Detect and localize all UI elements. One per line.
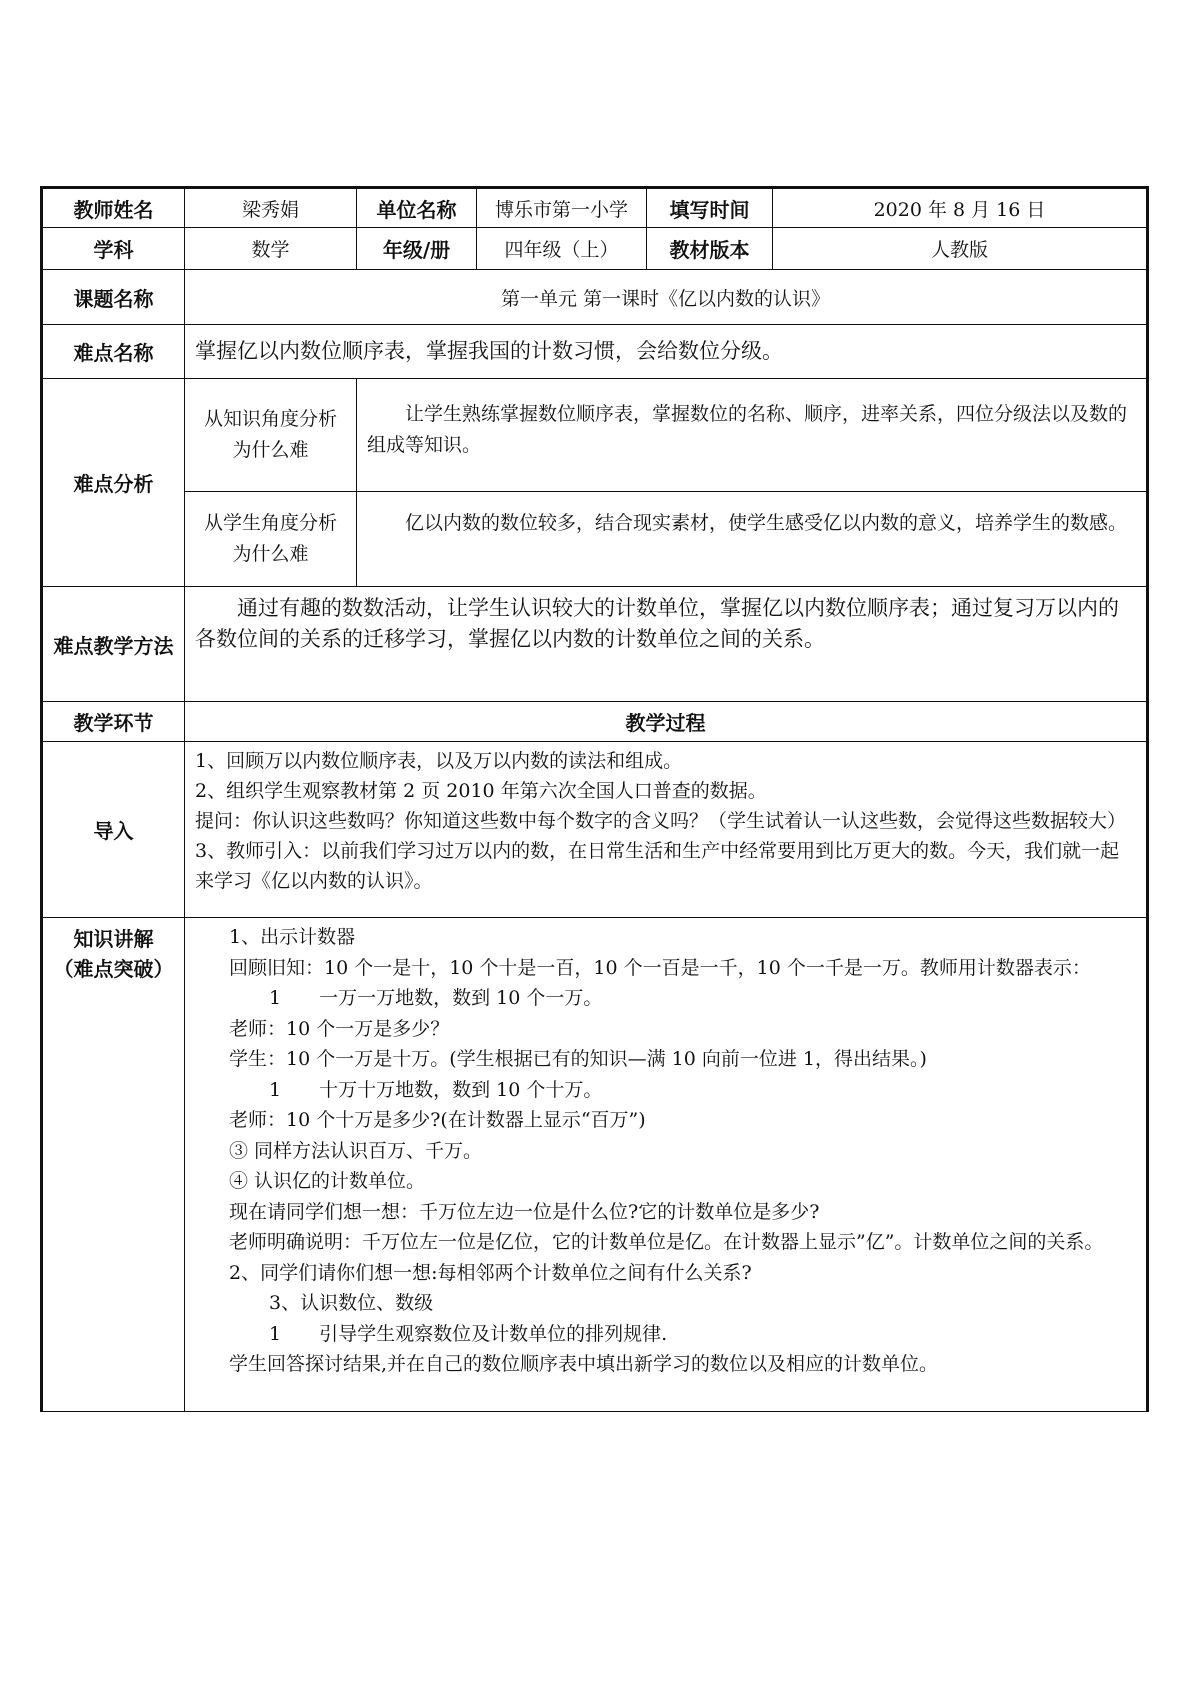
unit-name-value: 博乐市第一小学 [477, 188, 647, 228]
info-row-2 [42, 228, 1148, 270]
difficulty-value: 掌握亿以内数位顺序表，掌握我国的计数习惯，会给数位分级。 [185, 325, 1148, 379]
subject-value: 数学 [185, 228, 357, 270]
knowledge-line: 学生：10 个一万是十万。(学生根据已有的知识—满 10 向前一位进 1，得出结果。) [229, 1048, 927, 1070]
knowledge-angle-label-line-2: 为什么难 [232, 439, 309, 461]
topic-value: 第一单元 第一课时《亿以内数的认识》 [185, 270, 1148, 325]
knowledge-line: 老师：10 个十万是多少?(在计数器上显示“百万”) [229, 1109, 646, 1131]
intro-line: 2、组织学生观察教材第 2 页 2010 年第六次全国人口普查的数据。 [195, 780, 767, 802]
edition-value: 人教版 [773, 228, 1148, 270]
knowledge-angle-label [185, 379, 357, 492]
info-row-1 [42, 188, 1148, 228]
difficulty-label: 难点名称 [42, 325, 185, 379]
intro-row [42, 742, 1148, 918]
process-header-row [42, 702, 1148, 742]
teacher-name-label: 教师姓名 [42, 188, 185, 228]
knowledge-line: 老师：10 个一万是多少？ [229, 1017, 450, 1040]
method-text: 通过有趣的数数活动，让学生认识较大的计数单位，掌握亿以内数位顺序表；通过复习万以内的各数位间的关系的迁移学习，掌握亿以内数的计数单位之间的关系。 [185, 587, 1148, 702]
topic-row [42, 270, 1148, 325]
teacher-name-value: 梁秀娟 [185, 188, 357, 228]
unit-name-label: 单位名称 [357, 188, 477, 228]
knowledge-label-line-2: （难点突破） [53, 957, 174, 981]
student-angle-label [185, 492, 357, 587]
intro-line: 1、回顾万以内数位顺序表，以及万以内数的读法和组成。 [195, 750, 683, 772]
student-angle-label-line-1: 从学生角度分析 [203, 512, 337, 534]
analysis-row-knowledge [42, 379, 1148, 492]
knowledge-line: 1 十万十万地数，数到 10 个十万。 [269, 1078, 603, 1101]
process-label: 教学过程 [185, 702, 1148, 742]
analysis-row-student [42, 492, 1148, 587]
fill-time-value: 2020 年 8 月 16 日 [773, 188, 1148, 228]
process-step-label: 教学环节 [42, 702, 185, 742]
grade-value: 四年级（上） [477, 228, 647, 270]
knowledge-line: ③ 同样方法认识百万、千万。 [229, 1139, 483, 1162]
knowledge-line: 1 一万一万地数，数到 10 个一万。 [269, 987, 603, 1009]
fill-time-label: 填写时间 [647, 188, 773, 228]
intro-line: 提问：你认识这些数吗？你知道这些数中每个数字的含义吗？（学生试着认一认这些数，会觉得这些数据较大） [195, 810, 1127, 832]
knowledge-line: 3、认识数位、数级 [269, 1292, 434, 1314]
edition-label: 教材版本 [647, 228, 773, 270]
knowledge-line: 现在请同学们想一想：千万位左边一位是什么位?它的计数单位是多少? [229, 1200, 820, 1223]
analysis-label: 难点分析 [42, 379, 185, 587]
knowledge-line: ④ 认识亿的计数单位。 [229, 1170, 426, 1192]
method-row [42, 587, 1148, 702]
knowledge-angle-text: 让学生熟练掌握数位顺序表，掌握数位的名称、顺序，进率关系，四位分级法以及数的组成等知识。 [357, 379, 1148, 492]
intro-line: 3、教师引入：以前我们学习过万以内的数，在日常生活和生产中经常要用到比万更大的数。今天，我们就一起来学习《亿以内数的认识》。 [195, 840, 1120, 892]
knowledge-line: 学生回答探讨结果,并在自己的数位顺序表中填出新学习的数位以及相应的计数单位。 [229, 1353, 939, 1375]
method-label: 难点教学方法 [42, 587, 185, 702]
topic-label: 课题名称 [42, 270, 185, 325]
knowledge-line: 2、同学们请你们想一想:每相邻两个计数单位之间有什么关系? [229, 1261, 752, 1284]
knowledge-line: 1 引导学生观察数位及计数单位的排列规律. [269, 1322, 668, 1345]
student-angle-text: 亿以内数的数位较多，结合现实素材，使学生感受亿以内数的意义，培养学生的数感。 [357, 492, 1148, 587]
grade-label: 年级/册 [357, 228, 477, 270]
lesson-plan-table [40, 186, 1149, 1412]
knowledge-line: 老师明确说明：千万位左一位是亿位，它的计数单位是亿。在计数器上显示”亿”。计数单位之间的关系。 [229, 1231, 1104, 1253]
knowledge-label-line-1: 知识讲解 [73, 927, 154, 951]
knowledge-row [42, 918, 1148, 1412]
knowledge-line: 回顾旧知：10 个一是十，10 个十是一百，10 个一百是一千，10 个一千是一万。教师用计数器表示： [229, 956, 1091, 979]
intro-content [185, 742, 1148, 918]
subject-label: 学科 [42, 228, 185, 270]
knowledge-angle-label-line-1: 从知识角度分析 [203, 408, 337, 430]
difficulty-row [42, 325, 1148, 379]
intro-label: 导入 [42, 742, 185, 918]
lesson-plan-form [40, 186, 1146, 1412]
knowledge-line: 1、出示计数器 [229, 926, 356, 948]
student-angle-label-line-2: 为什么难 [232, 543, 309, 565]
knowledge-content [185, 918, 1148, 1412]
knowledge-label [42, 918, 185, 1412]
